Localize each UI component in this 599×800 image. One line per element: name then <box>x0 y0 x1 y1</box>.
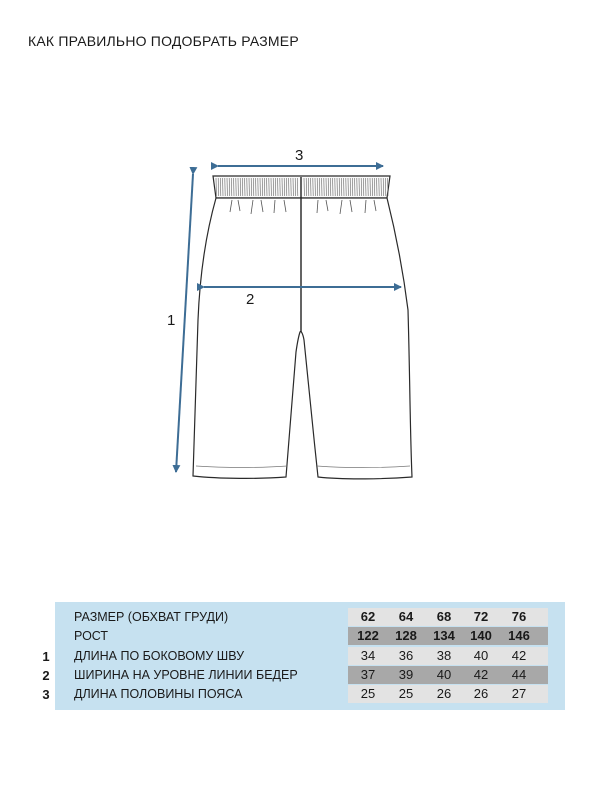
page-title: КАК ПРАВИЛЬНО ПОДОБРАТЬ РАЗМЕР <box>28 33 299 49</box>
row-cells <box>348 608 548 626</box>
row-label: РОСТ <box>74 629 109 643</box>
table-cell: 26 <box>473 686 489 701</box>
row-cells <box>348 627 548 645</box>
table-cell: 38 <box>436 648 452 663</box>
row-cells <box>348 647 548 665</box>
shorts-outline <box>193 176 412 479</box>
table-cell: 146 <box>508 628 530 643</box>
row-label: ШИРИНА НА УРОВНЕ ЛИНИИ БЕДЕР <box>74 668 298 682</box>
table-cell: 37 <box>360 667 376 682</box>
row-label: РАЗМЕР (ОБХВАТ ГРУДИ) <box>74 610 229 624</box>
table-cell: 25 <box>398 686 414 701</box>
table-cell: 72 <box>473 609 489 624</box>
row-number-2: 2 <box>42 668 50 683</box>
table-cell: 134 <box>433 628 455 643</box>
row-number-1: 1 <box>42 649 50 664</box>
table-row-height <box>55 627 565 645</box>
table-row-hip-width <box>55 666 565 684</box>
table-cell: 36 <box>398 648 414 663</box>
table-cell: 40 <box>473 648 489 663</box>
row-label: ДЛИНА ПОЛОВИНЫ ПОЯСА <box>74 687 243 701</box>
table-cell: 42 <box>473 667 489 682</box>
table-cell: 25 <box>360 686 376 701</box>
table-cell: 44 <box>511 667 527 682</box>
row-cells <box>348 685 548 703</box>
table-cell: 42 <box>511 648 527 663</box>
table-cell: 39 <box>398 667 414 682</box>
measure-label-1: 1 <box>167 312 176 329</box>
table-cell: 62 <box>360 609 376 624</box>
size-table <box>55 602 565 710</box>
row-label: ДЛИНА ПО БОКОВОМУ ШВУ <box>74 649 245 663</box>
table-cell: 122 <box>357 628 379 643</box>
table-cell: 68 <box>436 609 452 624</box>
measure-label-3: 3 <box>295 147 304 164</box>
measure-arrow-1 <box>176 174 193 472</box>
table-cell: 64 <box>398 609 414 624</box>
table-row-size <box>55 608 565 626</box>
table-cell: 34 <box>360 648 376 663</box>
table-cell: 76 <box>511 609 527 624</box>
row-number-3: 3 <box>42 687 50 702</box>
table-row-half-waist <box>55 685 565 703</box>
table-cell: 40 <box>436 667 452 682</box>
row-cells <box>348 666 548 684</box>
table-row-side-length <box>55 647 565 665</box>
measure-label-2: 2 <box>246 291 255 308</box>
table-cell: 128 <box>395 628 417 643</box>
table-cell: 140 <box>470 628 492 643</box>
table-cell: 27 <box>511 686 527 701</box>
table-cell: 26 <box>436 686 452 701</box>
